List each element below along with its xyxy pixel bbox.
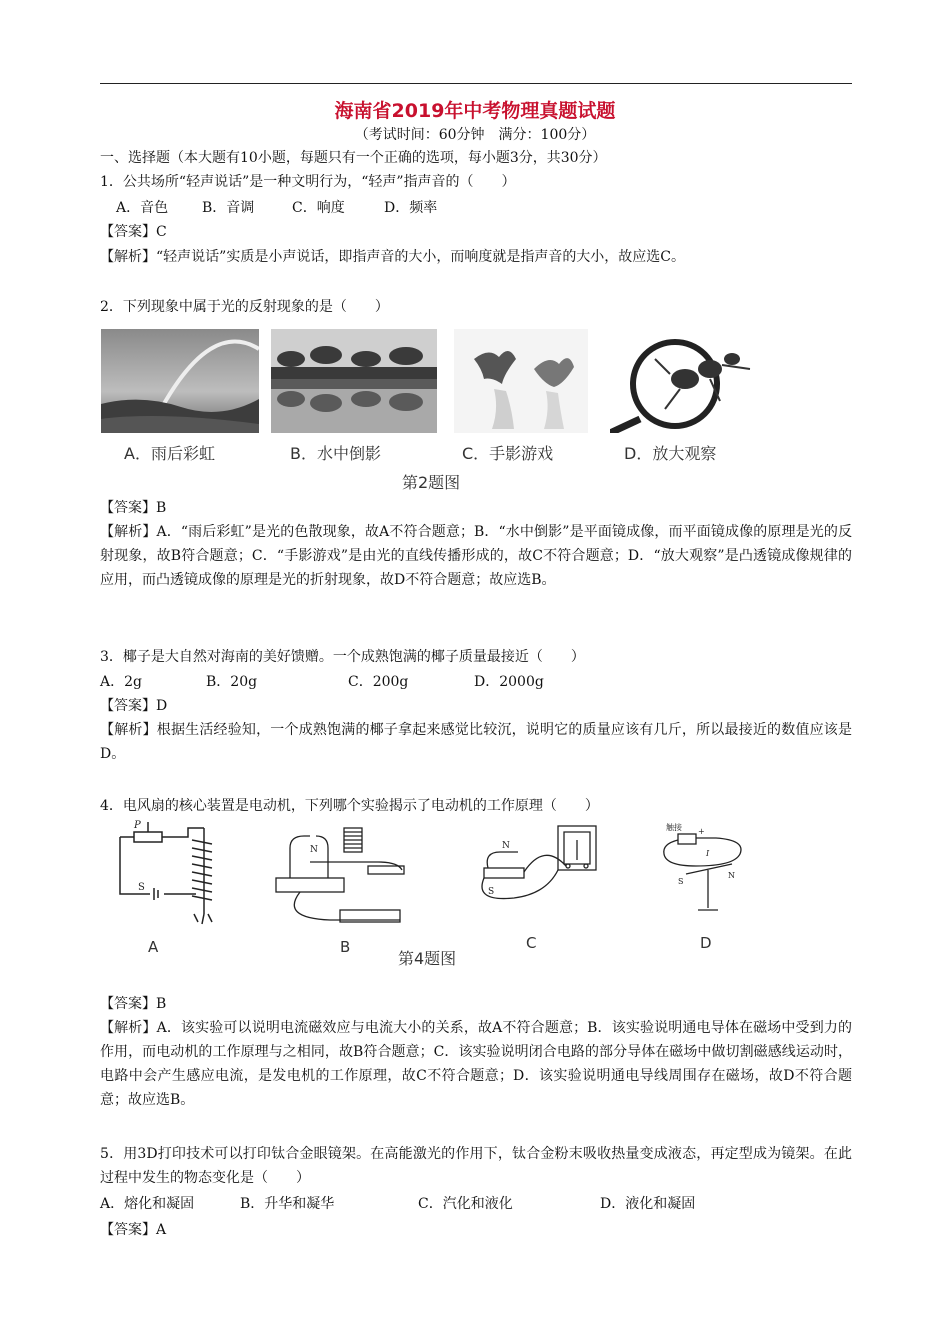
generator-principle-diagram: [474, 822, 604, 928]
q4-figure-caption: 第4题图: [398, 949, 457, 968]
svg-text:S: S: [678, 877, 684, 886]
q2-caption-c: C．手影游戏: [462, 444, 554, 463]
q1-option-b: B．音调: [202, 200, 255, 216]
q2-caption-b: B．水中倒影: [290, 444, 381, 463]
q4-label-c: C: [526, 934, 537, 952]
oersted-experiment-diagram: [656, 818, 756, 922]
q1-answer: 【答案】C: [100, 224, 167, 240]
q2-answer: 【答案】B: [100, 500, 167, 516]
svg-text:P: P: [134, 820, 141, 831]
page-title: 海南省2019年中考物理真题试题: [334, 100, 616, 122]
q1-option-d: D．频率: [384, 200, 438, 216]
exam-info: （考试时间：60分钟 满分：100分）: [354, 127, 596, 143]
q3-stem: 3．椰子是大自然对海南的美好馈赠。一个成熟饱满的椰子质量最接近（ ）: [100, 649, 585, 665]
q1-stem: 1．公共场所“轻声说话”是一种文明行为，“轻声”指声音的（ ）: [100, 174, 516, 190]
q5-stem: 5．用3D打印技术可以打印钛合金眼镜架。在高能激光的作用下，钛合金粉末吸收热量变成液态，再定型成为镜架。在此过程中发生的物态变化是（ ）: [100, 1146, 852, 1186]
q4-analysis: 【解析】A．该实验可以说明电流磁效应与电流大小的关系，故A不符合题意；B．该实验说明通电导体在磁场中受到力的作用，而电动机的工作原理与之相同，故B符合题意；C．该实验说明闭合电路的部分导体在磁场中做切割磁感线运动时，电路中会产生感应电流，是发电机的工作原理，故C不符合题意；D．该实验说明通电导线周围存在磁场，故D不符合题意；故应选B。: [100, 1020, 852, 1108]
q3-option-d: D．2000g: [474, 674, 544, 690]
q3-answer: 【答案】D: [100, 698, 168, 714]
rainbow-photo: [101, 329, 259, 433]
svg-text:N: N: [310, 845, 318, 855]
q4-label-d: D: [700, 934, 712, 952]
q5-option-d: D．液化和凝固: [600, 1196, 696, 1212]
reflection-photo: [271, 329, 437, 433]
q4-stem: 4．电风扇的核心装置是电动机，下列哪个实验揭示了电动机的工作原理（ ）: [100, 798, 599, 814]
svg-text:+: +: [698, 827, 705, 836]
hand-shadow-photo: [454, 329, 588, 433]
svg-text:N: N: [728, 871, 735, 880]
q2-caption-d: D．放大观察: [624, 444, 717, 463]
q4-answer: 【答案】B: [100, 996, 167, 1012]
section-heading: 一、选择题（本大题有10小题，每题只有一个正确的选项，每小题3分，共30分）: [100, 150, 607, 166]
q2-caption-a: A．雨后彩虹: [124, 444, 215, 463]
q5-options: [100, 1194, 852, 1214]
q3-option-c: C．200g: [348, 674, 409, 690]
q5-option-a: A．熔化和凝固: [100, 1196, 195, 1212]
svg-text:N: N: [502, 841, 510, 851]
q2-stem: 2．下列现象中属于光的反射现象的是（ ）: [100, 299, 389, 315]
q1-option-a: A．音色: [116, 200, 169, 216]
q3-options: [100, 672, 852, 692]
electromagnet-diagram: [108, 818, 218, 928]
q1-analysis: 【解析】“轻声说话”实质是小声说话，即指声音的大小，而响度就是指声音的大小，故应选C。: [100, 249, 686, 265]
svg-text:触接: 触接: [666, 823, 682, 832]
q1-options: [116, 198, 868, 218]
q4-label-a: A: [148, 938, 159, 956]
q3-option-b: B．20g: [206, 674, 258, 690]
motor-principle-diagram: [270, 822, 420, 928]
q2-analysis: 【解析】A．“雨后彩虹”是光的色散现象，故A不符合题意；B．“水中倒影”是平面镜成像，而平面镜成像的原理是光的反射现象，故B符合题意；C．“手影游戏”是由光的直线传播形成的，故C不符合题意；D．“放大观察”是凸透镜成像规律的应用，而凸透镜成像的原理是光的折射现象，故D不符合题意；故应选B。: [100, 524, 853, 588]
q5-option-b: B．升华和凝华: [240, 1196, 335, 1212]
q3-option-a: A．2g: [100, 674, 142, 690]
q5-answer: 【答案】A: [100, 1222, 167, 1238]
svg-text:S: S: [138, 882, 145, 893]
svg-text:S: S: [488, 887, 495, 897]
magnifier-photo: [610, 329, 766, 433]
q5-option-c: C．汽化和液化: [418, 1196, 513, 1212]
q2-figure-caption: 第2题图: [402, 473, 461, 492]
header-rule: [100, 83, 852, 84]
svg-text:I: I: [706, 849, 710, 858]
q1-option-c: C．响度: [292, 200, 345, 216]
q3-analysis: 【解析】根据生活经验知，一个成熟饱满的椰子拿起来感觉比较沉，说明它的质量应该有几斤，所以最接近的数值应该是D。: [100, 722, 852, 762]
q4-label-b: B: [340, 938, 351, 956]
